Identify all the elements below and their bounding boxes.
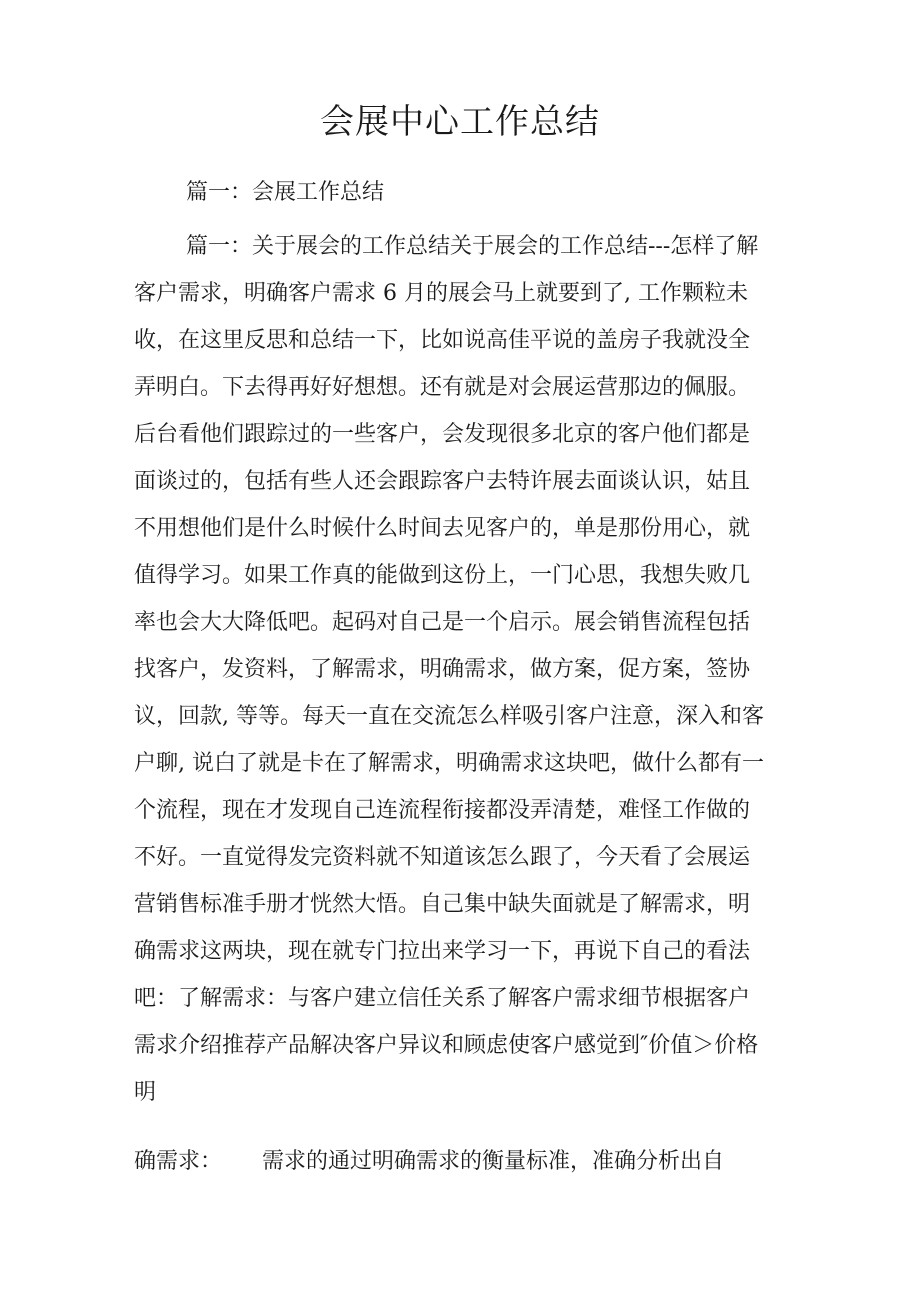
body-line: 明 [134, 1080, 157, 1105]
body-line: 值得学习。如果工作真的能做到这份上，一门心思，我想失败几 [134, 563, 751, 588]
body-line: 后台看他们跟踪过的一些客户，会发现很多北京的客户他们都是 [134, 422, 751, 447]
body-line: 吧：了解需求：与客户建立信任关系了解客户需求细节根据客户 [134, 986, 751, 1011]
definition-label: 确需求： [134, 1149, 223, 1174]
definition-row [134, 1140, 724, 1184]
body-line: 不用想他们是什么时候什么时间去见客户的，单是那份用心，就 [134, 516, 751, 541]
body-line: 确需求这两块，现在就专门拉出来学习一下，再说下自己的看法 [134, 939, 751, 964]
body-line: 收，在这里反思和总结一下，比如说高佳平说的盖房子我就没全 [134, 328, 751, 353]
body-line: 需求介绍推荐产品解决客户异议和顾虑使客户感觉到″价值＞价格 [134, 1033, 759, 1058]
body-line: 弄明白。下去得再好好想想。还有就是对会展运营那边的佩服。 [134, 375, 751, 400]
definition-text: 需求的通过明确需求的衡量标准，准确分析出自 [262, 1149, 725, 1174]
body-line: 营销售标准手册才恍然大悟。自己集中缺失面就是了解需求，明 [134, 892, 751, 917]
body-paragraph [134, 223, 798, 1116]
body-line: 不好。一直觉得发完资料就不知道该怎么跟了，今天看了会展运 [134, 845, 751, 870]
body-line: 面谈过的，包括有些人还会跟踪客户去特许展去面谈认识，姑且 [134, 469, 751, 494]
body-line: 找客户，发资料，了解需求，明确需求，做方案，促方案，签协 [134, 657, 751, 682]
section-heading: 篇一：会展工作总结 [186, 180, 385, 205]
document-title: 会展中心工作总结 [320, 102, 600, 142]
body-line: 篇一：关于展会的工作总结关于展会的工作总结---怎样了解 [186, 234, 759, 259]
body-line: 议，回款, 等等。每天一直在交流怎么样吸引客户注意，深入和客 [134, 704, 764, 729]
body-line: 个流程，现在才发现自己连流程衔接都没弄清楚，难怪工作做的 [134, 798, 751, 823]
body-line: 户聊, 说白了就是卡在了解需求，明确需求这块吧，做什么都有一 [134, 751, 764, 776]
body-line: 率也会大大降低吧。起码对自己是一个启示。展会销售流程包括 [134, 610, 751, 635]
body-line: 客户需求，明确客户需求 6 月的展会马上就要到了, 工作颗粒未 [134, 281, 748, 306]
